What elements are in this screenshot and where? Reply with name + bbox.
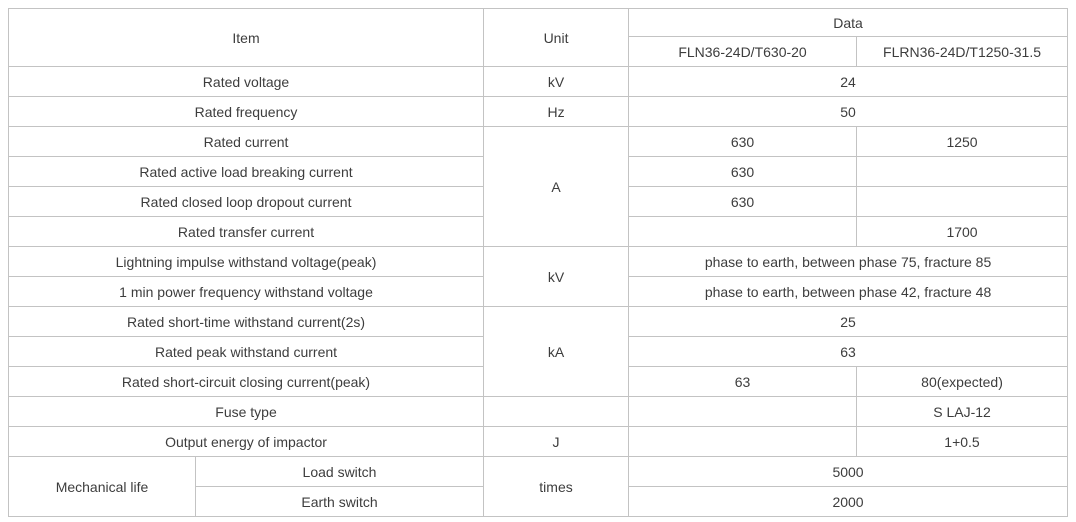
data-cell: 1250 — [857, 127, 1068, 157]
empty-cell — [629, 397, 857, 427]
table-row — [9, 97, 1068, 127]
item-cell: Rated short-circuit closing current(peak) — [9, 367, 484, 397]
table-row — [9, 67, 1068, 97]
data-cell: 80(expected) — [857, 367, 1068, 397]
item-cell: Rated current — [9, 127, 484, 157]
data-cell: 630 — [629, 127, 857, 157]
header-model-1: FLN36-24D/T630-20 — [629, 37, 857, 67]
item-cell: Rated voltage — [9, 67, 484, 97]
item-sub-cell: Load switch — [196, 457, 484, 487]
header-unit: Unit — [484, 9, 629, 67]
data-cell: 2000 — [629, 487, 1068, 517]
item-cell: Output energy of impactor — [9, 427, 484, 457]
table-row — [9, 397, 1068, 427]
empty-cell — [629, 427, 857, 457]
table-row — [9, 127, 1068, 157]
item-cell: Rated peak withstand current — [9, 337, 484, 367]
item-cell: Rated transfer current — [9, 217, 484, 247]
table-row — [9, 247, 1068, 277]
spec-table — [8, 8, 1068, 517]
unit-cell: A — [484, 127, 629, 247]
item-cell: Fuse type — [9, 397, 484, 427]
data-cell: phase to earth, between phase 75, fracture 85 — [629, 247, 1068, 277]
data-cell: phase to earth, between phase 42, fracture 48 — [629, 277, 1068, 307]
item-group-cell: Mechanical life — [9, 457, 196, 517]
unit-cell: Hz — [484, 97, 629, 127]
data-cell: 1700 — [857, 217, 1068, 247]
empty-cell — [857, 187, 1068, 217]
item-cell: 1 min power frequency withstand voltage — [9, 277, 484, 307]
data-cell: 630 — [629, 157, 857, 187]
data-cell: S LAJ-12 — [857, 397, 1068, 427]
item-sub-cell: Earth switch — [196, 487, 484, 517]
item-cell: Lightning impulse withstand voltage(peak) — [9, 247, 484, 277]
data-cell: 630 — [629, 187, 857, 217]
empty-cell — [629, 217, 857, 247]
data-cell: 63 — [629, 337, 1068, 367]
unit-cell: times — [484, 457, 629, 517]
data-cell: 63 — [629, 367, 857, 397]
unit-cell: kA — [484, 307, 629, 397]
data-cell: 24 — [629, 67, 1068, 97]
item-cell: Rated frequency — [9, 97, 484, 127]
item-cell: Rated short-time withstand current(2s) — [9, 307, 484, 337]
empty-cell — [484, 397, 629, 427]
unit-cell: J — [484, 427, 629, 457]
table-row — [9, 427, 1068, 457]
empty-cell — [857, 157, 1068, 187]
unit-cell: kV — [484, 247, 629, 307]
table-row — [9, 457, 1068, 487]
data-cell: 5000 — [629, 457, 1068, 487]
item-cell: Rated closed loop dropout current — [9, 187, 484, 217]
data-cell: 25 — [629, 307, 1068, 337]
data-cell: 1+0.5 — [857, 427, 1068, 457]
header-data: Data — [629, 9, 1068, 37]
item-cell: Rated active load breaking current — [9, 157, 484, 187]
header-model-2: FLRN36-24D/T1250-31.5 — [857, 37, 1068, 67]
table-row — [9, 307, 1068, 337]
data-cell: 50 — [629, 97, 1068, 127]
unit-cell: kV — [484, 67, 629, 97]
header-item: Item — [9, 9, 484, 67]
